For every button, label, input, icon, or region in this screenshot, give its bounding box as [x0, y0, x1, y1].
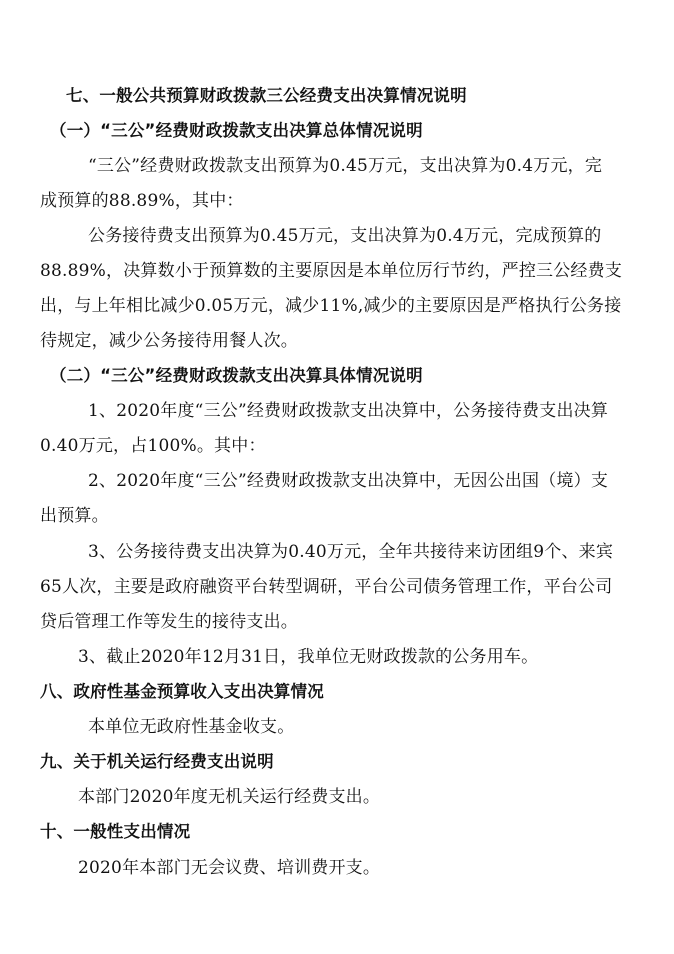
- paragraph-line: 本单位无政府性基金收支。: [88, 717, 295, 737]
- paragraph-line: 3、公务接待费支出决算为0.40万元，全年共接待来访团组9个、来宾: [88, 542, 614, 562]
- paragraph-line: 65人次，主要是政府融资平台转型调研，平台公司债务管理工作，平台公司: [40, 577, 613, 597]
- paragraph-line: 公务接待费支出预算为0.45万元，支出决算为0.4万元，完成预算的: [88, 226, 602, 246]
- paragraph-line: 出，与上年相比减少0.05万元，减少11%,减少的主要原因是严格执行公务接: [40, 296, 622, 316]
- subsection-7-2-heading: （二）“三公”经费财政拨款支出决算具体情况说明: [50, 366, 423, 385]
- section-7-heading: 七、一般公共预算财政拨款三公经费支出决算情况说明: [66, 86, 467, 105]
- paragraph-line: 本部门2020年度无机关运行经费支出。: [78, 787, 381, 807]
- paragraph-line: 成预算的88.89%，其中：: [40, 191, 244, 211]
- paragraph-line: 出预算。: [40, 506, 109, 526]
- paragraph-line: 88.89%，决算数小于预算数的主要原因是本单位厉行节约，严控三公经费支: [40, 261, 623, 281]
- paragraph-line: 3、截止2020年12月31日，我单位无财政拨款的公务用车。: [78, 647, 539, 667]
- paragraph-line: 0.40万元，占100%。其中：: [40, 436, 266, 456]
- paragraph-line: 贷后管理工作等发生的接待支出。: [40, 612, 298, 632]
- paragraph-line: 2、2020年度“三公”经费财政拨款支出决算中，无因公出国（境）支: [88, 471, 609, 491]
- section-8-heading: 八、政府性基金预算收入支出决算情况: [40, 682, 324, 701]
- paragraph-line: 待规定，减少公务接待用餐人次。: [40, 331, 298, 351]
- paragraph-line: 1、2020年度“三公”经费财政拨款支出决算中，公务接待费支出决算: [88, 401, 609, 421]
- subsection-7-1-heading: （一）“三公”经费财政拨款支出决算总体情况说明: [50, 121, 423, 140]
- paragraph-line: 2020年本部门无会议费、培训费开支。: [78, 858, 381, 878]
- paragraph-line: “三公”经费财政拨款支出预算为0.45万元，支出决算为0.4万元，完: [88, 156, 603, 176]
- section-10-heading: 十、一般性支出情况: [40, 822, 191, 841]
- section-9-heading: 九、关于机关运行经费支出说明: [40, 752, 274, 771]
